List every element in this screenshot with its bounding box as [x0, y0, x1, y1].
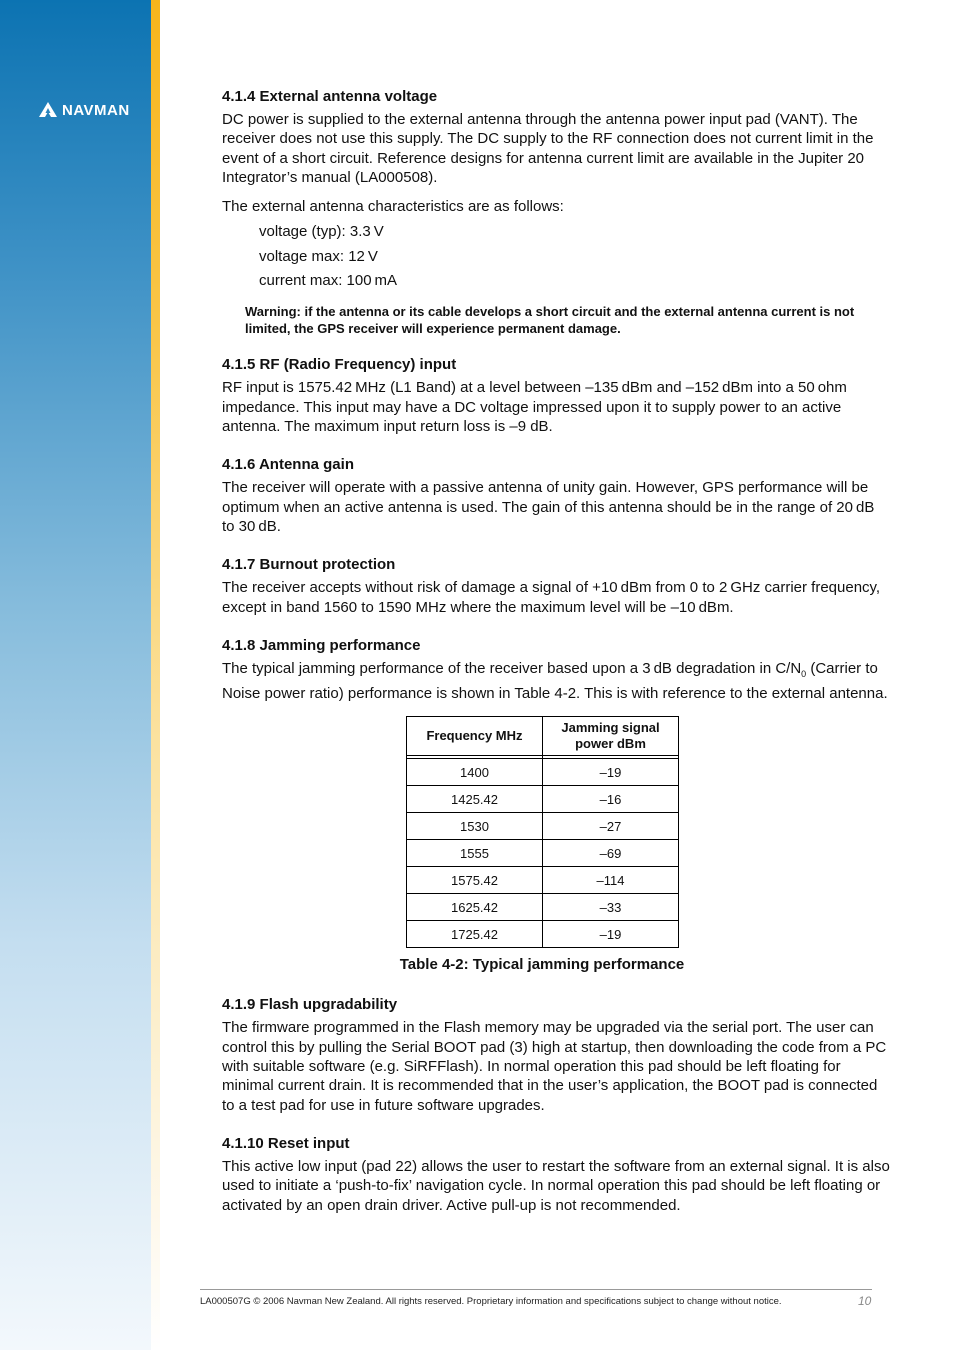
navman-logo	[38, 101, 130, 119]
table-header: Frequency MHz	[407, 717, 543, 756]
table-row	[407, 921, 679, 948]
table-cell: –33	[543, 894, 679, 921]
navman-logo-text: NAVMAN	[62, 101, 130, 119]
section-heading-4-1-9: 4.1.9 Flash upgradability	[222, 996, 398, 1014]
section-heading-4-1-8: 4.1.8 Jamming performance	[222, 636, 421, 654]
paragraph: DC power is supplied to the external antenna through the antenna power input pad (VANT). The receiver does not use this supply. The DC supply to the RF connection does not current limit in the event of a short circuit. Reference designs for antenna current limit are available in the Jupiter 20 Integrator’s manual (LA000508).	[222, 111, 874, 186]
table-row	[407, 786, 679, 813]
main-content	[222, 88, 890, 1225]
subscript: 0	[801, 668, 807, 679]
text-run: (Carrier to Noise power ratio) performance is shown in Table 4-2. This is with reference to the external antenna.	[222, 659, 888, 703]
page-number: 10	[858, 1294, 872, 1308]
table-row	[407, 759, 679, 786]
section-heading-4-1-4: 4.1.4 External antenna voltage	[222, 88, 438, 105]
sidebar-band	[0, 0, 151, 1350]
paragraph: The receiver will operate with a passive antenna of unity gain. However, GPS performance will be optimum when an active antenna is used. The gain of this antenna should be in the range of 20 dB to 30 dB.	[222, 479, 875, 535]
spec-voltage-max: voltage max: 12 V	[259, 247, 378, 265]
table-cell: –16	[543, 786, 679, 813]
paragraph: This active low input (pad 22) allows the user to restart the software from an external signal. It is also used to initiate a ‘push-to-fix’ navigation cycle. In normal operation this pad should be left floating or activated by an open drain driver. Active pull-up is not recommended.	[222, 1157, 890, 1214]
table-cell: 1530	[407, 813, 543, 840]
table-cell: 1725.42	[407, 921, 543, 948]
jamming-table	[406, 716, 679, 948]
table-cell: –69	[543, 840, 679, 867]
table-header: Jamming signal power dBm	[543, 717, 679, 756]
table-cell: 1400	[407, 759, 543, 786]
navman-logo-icon	[38, 101, 58, 119]
paragraph	[222, 659, 890, 704]
table-cell: 1575.42	[407, 867, 543, 894]
table-row	[407, 867, 679, 894]
table-cell: –27	[543, 813, 679, 840]
table-cell: 1425.42	[407, 786, 543, 813]
table-cell: 1555	[407, 840, 543, 867]
footer-divider	[200, 1289, 872, 1290]
paragraph: The external antenna characteristics are as follows:	[222, 198, 564, 216]
table-header-row	[407, 717, 679, 756]
table-row	[407, 894, 679, 921]
table-cell: –19	[543, 759, 679, 786]
table-cell: 1625.42	[407, 894, 543, 921]
table-row	[407, 840, 679, 867]
table-cell: –114	[543, 867, 679, 894]
table-row	[407, 813, 679, 840]
section-heading-4-1-5: 4.1.5 RF (Radio Frequency) input	[222, 356, 457, 374]
section-heading-4-1-6: 4.1.6 Antenna gain	[222, 456, 354, 474]
spec-current-max: current max: 100 mA	[259, 272, 398, 290]
spec-voltage-typ: voltage (typ): 3.3 V	[259, 223, 384, 241]
paragraph: RF input is 1575.42 MHz (L1 Band) at a level between –135 dBm and –152 dBm into a 50 ohm impedance. This input may have a DC voltage impressed upon it to supply power to an active antenna. The maximum input return loss is –9 dB.	[222, 379, 847, 436]
section-heading-4-1-10: 4.1.10 Reset input	[222, 1134, 350, 1152]
text-run: The typical jamming performance of the receiver based upon a 3 dB degradation in C/N	[222, 659, 802, 677]
footer-copyright: LA000507G © 2006 Navman New Zealand. All rights reserved. Proprietary information and specifications subject to change without notice.	[200, 1296, 782, 1307]
table-cell: –19	[543, 921, 679, 948]
paragraph: The receiver accepts without risk of damage a signal of +10 dBm from 0 to 2 GHz carrier frequency, except in band 1560 to 1590 MHz where the maximum level will be –10 dBm.	[222, 579, 881, 616]
section-heading-4-1-7: 4.1.7 Burnout protection	[222, 556, 396, 574]
warning-note: Warning: if the antenna or its cable develops a short circuit and the external antenna current is not limited, the GPS receiver will experience permanent damage.	[245, 304, 855, 337]
paragraph: The firmware programmed in the Flash memory may be upgraded via the serial port. The user can control this by pulling the Serial BOOT pad (3) high at startup, then downloading the code from a PC with suitable software (e.g. SiRFFlash). In normal operation this pad should be left floating for minimal current drain. It is recommended that in the user’s application, the BOOT pad is connected to a test pad for use in future software upgrades.	[222, 1019, 887, 1114]
table-caption: Table 4-2: Typical jamming performance	[399, 956, 685, 974]
accent-stripe	[151, 0, 160, 1350]
